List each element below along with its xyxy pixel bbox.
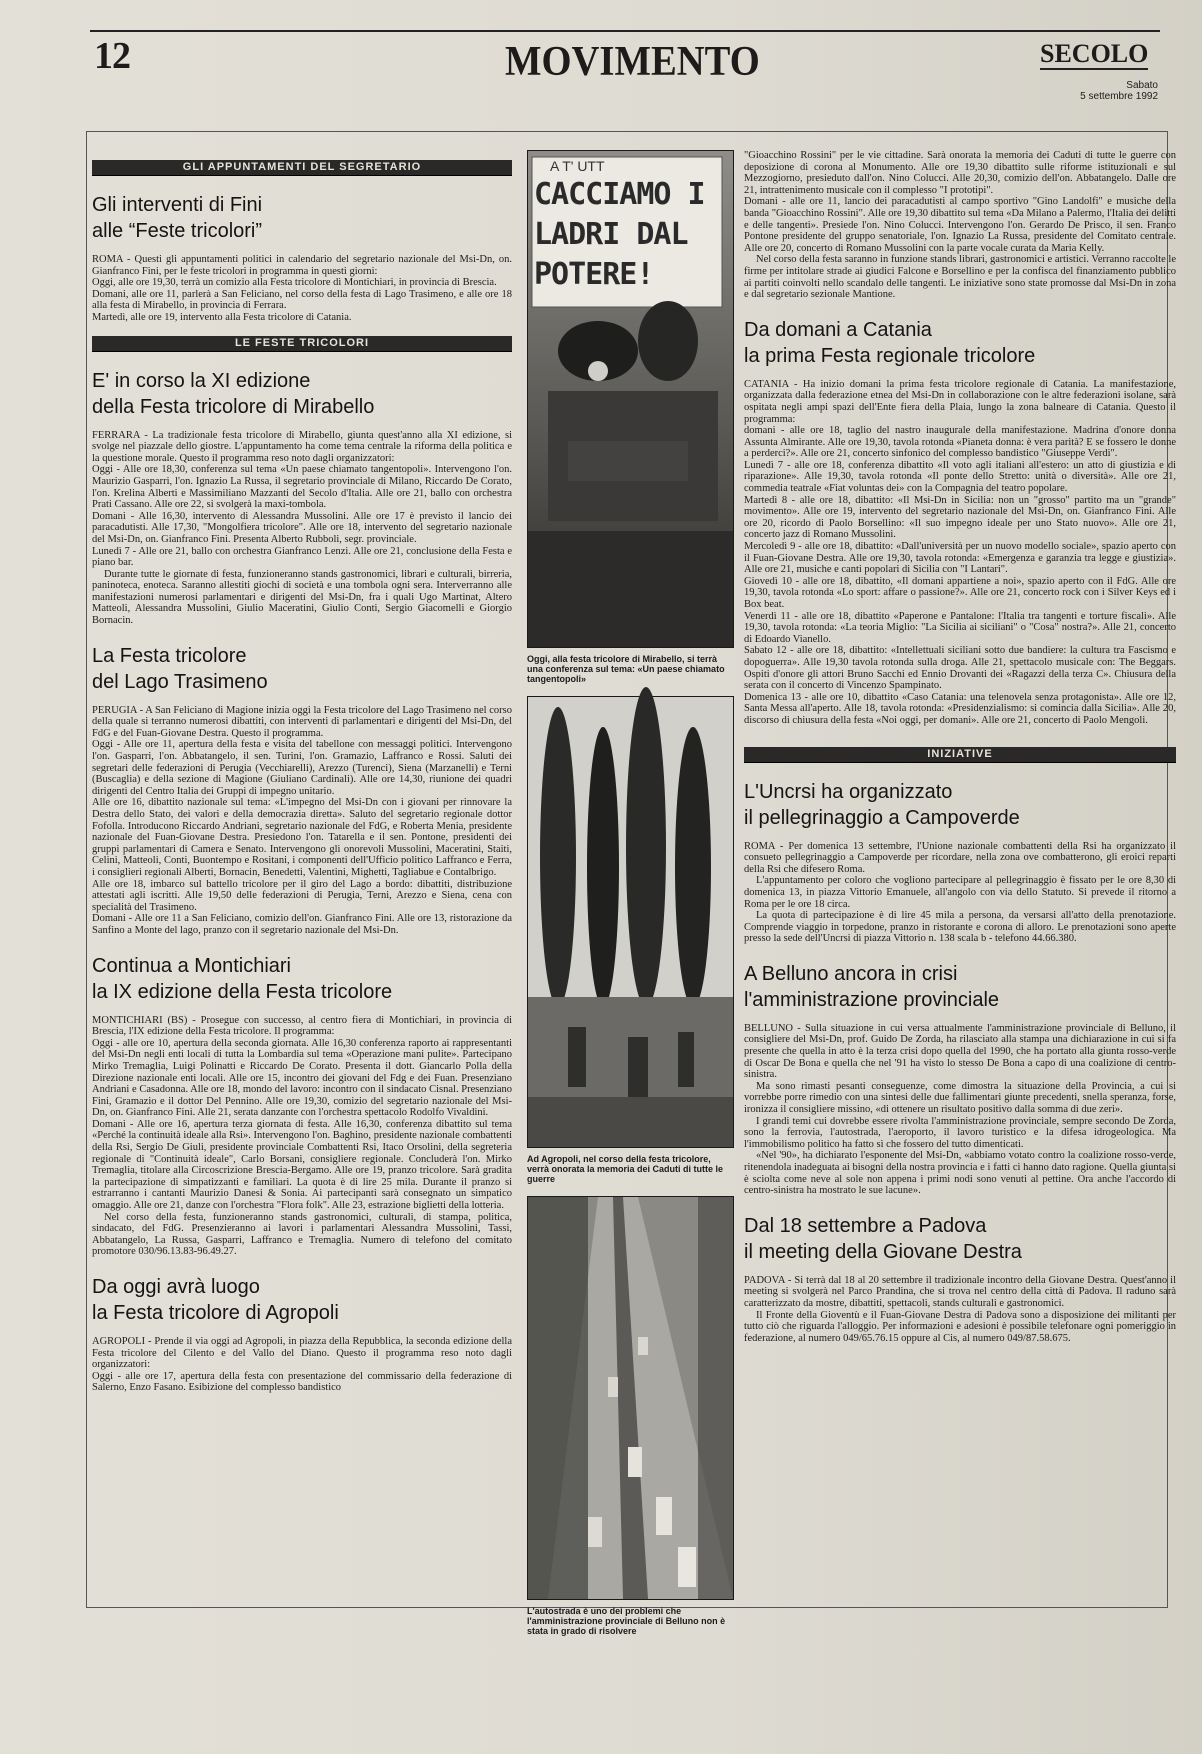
article-paragraph: Sabato 12 - alle ore 18, dibattito: «Intellettuali siciliani sotto due bandiere: la cultura tra Fascismo e dopoguerra». Alle 19,30 tavola rotonda sulla droga. Alle 21, spettacolo musicale con: The Beggars. Ospiti d'onore gli attori Bruno Sacchi ed Ennio Drovanti dei «Ragazzi della terza C». Chiusura della serata con il concerto di Vincenzo Spampinato.	[744, 645, 1176, 692]
section-title: MOVIMENTO	[505, 39, 760, 85]
article-paragraph: Ma sono rimasti pesanti conseguenze, come dimostra la situazione della Provincia, a cui si vorrebbe porre rimedio con una sintesi delle due fallimentari giunte precedenti, snella speranza, forse, ironizza il consigliere missino, «di ottenere un risultato positivo dalla somma di due zeri».	[744, 1080, 1176, 1116]
article-paragraph: Oggi - Alle ore 18,30, conferenza sul tema «Un paese chiamato tangentopoli». Intervengono l'on. Maurizio Gasparri, l'on. Ignazio La Russa, il segretario provinciale di Milano, Riccardo De Corato, l'on. Krelina Alberti e Massimiliano Mazzanti del Secolo d'Italia. Alle ore 21, ballo con orchestra Prati Cassano. Alle ore 22, si svolgerà la maxi-tombola.	[92, 464, 512, 511]
headline-line-2: il meeting della Giovane Destra	[744, 1240, 1022, 1263]
article-paragraph: Domani, alle ore 11, parlerà a San Feliciano, nel corso della festa di Lago Trasimeno, e alle ore 18 alla festa di Mirabello, in provincia di Ferrara.	[92, 288, 512, 312]
page-number: 12	[94, 35, 130, 77]
headline-line-1: A Belluno ancora in crisi	[744, 962, 958, 985]
masthead-date	[1040, 80, 1158, 102]
article-headline	[92, 643, 512, 695]
article-headline	[92, 368, 512, 420]
headline-line-1: Continua a Montichiari	[92, 954, 291, 977]
article-catania	[744, 317, 1176, 727]
article-headline	[92, 953, 512, 1005]
article-paragraph: «Nel '90», ha dichiarato l'esponente del Msi-Dn, «abbiamo votato contro la coalizione rosso-verde, ritenendola inadeguata ai bisogni della nostra provincia e i fatti ci hanno dato ragione. Quella giunta si è sciolta come neve al sole non appena i primi nodi sono venuti al pettine. Ora anche l'accordo di centro-sinistra ha mostrato le sue lacune».	[744, 1150, 1176, 1197]
article-paragraph: Mercoledì 9 - alle ore 18, dibattito: «Dall'università per un nuovo modello sociale», spazio aperto con il Fuan-Giovane Destra. Alle ore 19,30, tavola rotonda: «Emergenza e garanzia tra legge e giustizia». Alle ore 21, musiche e canti popolari di Sicilia con "I Lantari".	[744, 541, 1176, 576]
article-paragraph: Oggi - alle ore 17, apertura della festa con presentazione del commissario della federazione di Salerno, Enzo Fasano. Esibizione del complesso bandistico	[92, 1370, 512, 1394]
article-paragraph: Domani - Alle ore 11 a San Feliciano, comizio dell'on. Gianfranco Fini. Alle ore 13, ristorazione da Sanfino a Monte del lago, pranzo con il segretario nazionale del Msi-Dn.	[92, 913, 512, 936]
article-paragraph: Venerdì 11 - alle ore 18, dibattito «Paperone e Pantalone: l'Italia tra tangenti e torture fiscali». Alle 19,30, tavola rotonda: «La teoria Miglio: "La Sicilia ai siciliani" o "Cosa" nostra?». Alle 21, concerto di Edoardo Vianello.	[744, 610, 1176, 645]
article-paragraph: Nel corso della festa saranno in funzione stands librari, gastronomici e artistici. Verranno raccolte le firme per intitolare strade ai giudici Falcone e Borsellino e per la confisca del finanziamento pubblico ai partiti coinvolti nello scandalo delle tangenti. Le iniziative sono state promosse dal Msi-Dn in zona e dal segretario sezionale Mantione.	[744, 254, 1176, 301]
article-paragraph: ROMA - Per domenica 13 settembre, l'Unione nazionale combattenti della Rsi ha organizzato il consueto pellegrinaggio a Campoverde per ricordare, nella zona ove combatterono, gli eroici reparti della Rsi che difesero Roma.	[744, 840, 1176, 875]
article-paragraph: Martedì 8 - alle ore 18, dibattito: «Il Msi-Dn in Sicilia: non un "grosso" partito ma un "grande" movimento». Alle ore 19, intervento del segretario nazionale del Msi-Dn, on. Gianfranco Fini. Alle ore 20, ricordo di Paolo Borsellino: «Il suo impegno ideale per uno Stato nuovo». Alle ore 21, concerto jazz di Romano Mussolini.	[744, 494, 1176, 541]
article-paragraph: Domenica 13 - alle ore 10, dibattito «Caso Catania: una telenovela senza protagonista». Alle ore 12, Santa Messa all'aperto. Alle 18, tavola rotonda: «Presidenzialismo: si comincia dalla Sicilia». Alle 20, discorso di chiusura della festa «Noi oggi, per domani». Alle ore 21, concerto di Paolo Mengoli.	[744, 691, 1176, 726]
headline-line-2: alle “Feste tricolori”	[92, 220, 263, 242]
article-mirabello	[92, 368, 512, 627]
article-paragraph: Domani - Alle 16,30, intervento di Alessandra Mussolini. Alle ore 17 è previsto il lancio dei paracadutisti. Alle 17,30, "Mongolfiera tricolore". Alle ore 18, intervento del segretario nazionale del Msi-Dn, on. Gianfranco Fini. Presenta Alberto Rubboli, segr. provinciale.	[92, 510, 512, 545]
article-headline	[744, 317, 1176, 369]
article-paragraph: I grandi temi cui dovrebbe essere rivolta l'amministrazione provinciale, sempre secondo De Zorda, sono la ferrovia, l'autostrada, l'aeroporto, il lavoro turistico e la difesa idrogeologica. Ma l'immobilismo politico ha fatto sì che fossero del tutto dimenticati.	[744, 1115, 1176, 1150]
headline-line-1: L'Uncrsi ha organizzato	[744, 780, 953, 803]
article-campoverde	[744, 779, 1176, 945]
article-paragraph: Domani - alle ore 11, lancio dei paracadutisti al campo sportivo "Gino Landolfi" e musiche della banda "Gioacchino Rossini". Alle ore 19,30 dibattito sul tema «Da Milano a Palermo, l'Italia dei delitti e delle tangenti». Presiede l'on. Nino Colucci. Intervengono l'on. Gerardo De Prisco, il sen. Franco Pontone presidente del gruppo senatoriale, l'on. Ignazio La Russa, presidente del Comitato centrale. Alle ore 20, concerto di Romano Mussolini con la parte vocale curata da Maria Kelly.	[744, 196, 1176, 254]
article-paragraph: Lunedì 7 - Alle ore 21, ballo con orchestra Gianfranco Lenzi. Alle ore 21, conclusione della Festa e piano bar.	[92, 545, 512, 569]
article-paragraph: Alle ore 18, imbarco sul battello tricolore per il giro del Lago a bordo: dibattiti, distribuzione attestati agli iscritti. Alle 19,50 delle federazioni di Perugia, Terni, Arezzo e Siena, cena con specialità del Trasimeno.	[92, 878, 512, 913]
article-paragraph: Alle ore 16, dibattito nazionale sul tema: «L'impegno del Msi-Dn con i giovani per rinnovare la Destra dello Stato, dei valori e della democrazia diretta». Saluto del segretario regionale dottor Fofolla. Introducono Riccardo Andriani, segretario nazionale del FdG, e Roberta Menia, presidente nazionale del Fuan-Giovane Destra. Presiedono l'on. Tatarella e il sen. Pontone, presidenti dei gruppi parlamentari di Camera e Senato. Intervengono gli onorevoli Mussolini, Maceratini, Staiti, Celini, Matteoli, Conti, Buontempo e Rositani, i componenti dell'Ufficio politico Laffranco e Ferra, i consiglieri regionali Alberti, Bornacin, Benedetti, Valentini, Mighetti, Tagliabue e Contalbrigo.	[92, 797, 512, 878]
section-bar-secretary: GLI APPUNTAMENTI DEL SEGRETARIO	[92, 160, 512, 176]
masthead-full-date: 5 settembre 1992	[1080, 91, 1158, 102]
article-paragraph: domani - alle ore 18, taglio del nastro inaugurale della manifestazione. Madrina d'onore donna Assunta Almirante. Alle ore 19,30, tavola rotonda «Pianeta donna: è vera parità? E se fossero le donne a perderci?». Alle ore 21, concerto sinfonico del complesso bandistico "Giuseppe Verdi".	[744, 425, 1176, 460]
article-paragraph: Domani - Alle ore 16, apertura terza giornata di festa. Alle 16,30, conferenza dibattito sul tema «Perché la continuità ideale alla Rsi». Intervengono l'on. Baghino, presidente nazionale combattenti della Rsi, Sergio De Giuli, presidente provinciale Combattenti Rsi, Itaco Orsolini, della segreteria regionale di "Continuità ideale", Carlo Borsani, consigliere regionale. Concluderà l'on. Mirko Tremaglia, titolare alla Circoscrizione Brescia-Bergamo. Alle ore 19, pranzo tricolore. Sarà gradita la partecipazione di simpatizzanti e familiari. La quota è di lire 25 mila. Durante il pranzo si estrarranno i cantanti Maurizio Danesi & Sonia. Ai partecipanti sarà consegnato un simpatico omaggio. Alle ore 21, danze con l'orchestra "Flora folk". Alle 23, estrazione biglietti della lotteria.	[92, 1118, 512, 1212]
article-paragraph: FERRARA - La tradizionale festa tricolore di Mirabello, giunta quest'anno alla XI edizione, si svolge nel piazzale dello giostre. L'appuntamento ha come tema centrale la riforma della politica e la questione morale. Questo il programma reso noto dagli organizzatori:	[92, 429, 512, 464]
article-headline	[744, 779, 1176, 831]
article-trasimeno	[92, 643, 512, 937]
article-headline	[744, 961, 1176, 1013]
headline-line-2: la IX edizione della Festa tricolore	[92, 980, 393, 1003]
article-headline	[92, 1274, 512, 1326]
photo-cypress-monument	[527, 696, 734, 1148]
headline-line-1: Da domani a Catania	[744, 318, 932, 341]
article-paragraph: La quota di partecipazione è di lire 45 mila a persona, da versarsi all'atto della prenotazione. Comprende viaggio in torpedone, pranzo in ristorante e corona di alloro. Le prenotazioni sono aperte presso la sede dell'Uncrsi di piazza Vittorio n. 138 scala b - telefono 44.66.380.	[744, 910, 1176, 945]
photo-caption: Ad Agropoli, nel corso della festa tricolore, verrà onorata la memoria dei Caduti di tutte le guerre	[527, 1154, 724, 1184]
headline-line-1: La Festa tricolore	[92, 644, 247, 667]
banner-top-text: A T' UTT	[550, 158, 605, 174]
article-paragraph: PERUGIA - A San Feliciano di Magione inizia oggi la Festa tricolore del Lago Trasimeno nel corso della quale si terranno numerosi dibattiti, con interventi di parlamentari e dirigenti del Msi-Dn, del FdG e del Fuan-Giovane Destra. Questo il programma.	[92, 704, 512, 739]
photo-caption: Oggi, alla festa tricolore di Mirabello, si terrà una conferenza sul tema: «Un paese chiamato tangentopoli»	[527, 654, 725, 684]
photo-column	[527, 150, 732, 1636]
section-bar-feste: LE FESTE TRICOLORI	[92, 336, 512, 352]
banner-slogan: CACCIAMO I LADRI DAL POTERE!	[534, 177, 705, 292]
article-montichiari	[92, 953, 512, 1258]
headline-line-2: la prima Festa regionale tricolore	[744, 344, 1036, 367]
article-paragraph: Il Fronte della Gioventù e il Fuan-Giovane Destra di Padova sono a disposizione dei militanti per tutto ciò che riguarda l'alloggio. Per informazioni e adesioni è possibile telefonare ogni pomeriggio in federazione, al numero 049/65.76.15 oppure al Cis, al numero 049/87.58.675.	[744, 1309, 1176, 1344]
article-paragraph: Oggi - alle ore 10, apertura della seconda giornata. Alle 16,30 conferenza raporto ai rappresentanti del Msi-Dn negli enti locali di tutta la Lombardia sul tema «Operazione mani pulite». Partecipano Mirko Tremaglia, Luigi Polinatti e Riccardo De Corato. Presenta il dott. Giancarlo Polla della Direzione nazionale enti locali. Alle ore 15, incontro dei giovani del Fdg e dei Fuan. Presenziano Andriani e Casadonna. Alle ore 18, mondo del lavoro: incontro con il sindacato Cisnal. Presenziano Fini, Gramazio e il dottor Del Pennino. Alle ore 19,30, comizio del segretario nazionale del Msi-Dn, on. Gianfranco Fini. Alle 21, serata danzante con l'orchestra spettacolo Rodolfo Vivaldini.	[92, 1037, 512, 1119]
article-fini	[92, 192, 512, 324]
article-paragraph: Oggi - Alle ore 11, apertura della festa e visita del tabellone con messaggi politici. Intervengono l'on. Gasparri, l'on. Abbatangelo, il sen. Turini, l'on. Gramazio, Laffranco e Rossi. Saluti dei segretari delle federazioni di Perugia (Vecchiarelli), Arezzo (Turenci), Siena (Marzanelli) e Terni (Buscaglia) e della sezione di Magione (Giuliano Cardinali). Alle ore 14,30, riunione dei quadri dirigenti del Centro Italia dei Gruppi di impegno unitario.	[92, 739, 512, 797]
article-paragraph: PADOVA - Si terrà dal 18 al 20 settembre il tradizionale incontro della Giovane Destra. Quest'anno il meeting si svolgerà nel Parco Prandina, che si trova nel centro della città di Padova. Il raduno sarà caratterizzato da mostre, dibattiti, spettacoli, stands culturali e gastronomici.	[744, 1274, 1176, 1309]
article-paragraph: Nel corso della festa, funzioneranno stands gastronomici, culturali, di stampa, politica, sindacato, del FdG. Presenzieranno ai lavori i parlamentari Alessandra Mussolini, Tassi, Abbatangelo, La Russa, Gasparri, Laffranco e Tremaglia. Numero di telefono del comitato promotore 030/96.13.83-96.49.27.	[92, 1211, 512, 1258]
article-paragraph: "Gioacchino Rossini" per le vie cittadine. Sarà onorata la memoria dei Caduti di tutte le guerre con deposizione di corona al Monumento. Alle ore 19,30 dibattito sulle riforme istituzionali e sul Mezzogiorno, presieduto dall'on. Nino Colucci. Alle 20,30, comizio dell'on. Abbatangelo. Dalle ore 21, intrattenimento musicale con il complesso "I prototipi".	[744, 150, 1176, 196]
article-belluno	[744, 961, 1176, 1197]
headline-line-1: E' in corso la XI edizione	[92, 369, 311, 392]
headline-line-1: Gli interventi di Fini	[92, 194, 263, 216]
article-paragraph: ROMA - Questi gli appuntamenti politici in calendario del segretario nazionale del Msi-Dn, on. Gianfranco Fini, per le feste tricolori in programma in questi giorni:	[92, 254, 512, 277]
top-rule	[90, 30, 1160, 32]
article-paragraph: CATANIA - Ha inizio domani la prima festa tricolore regionale di Catania. La manifestazione, organizzata dalla federazione etnea del Msi-Dn in collaborazione con le altre federazioni isolane, sarà ospitata negli ampi spazi dell'Ente fiera della Plaia, lungo la zona balneare di Catania. Questo il programma:	[744, 378, 1176, 425]
photo-motorway	[527, 1196, 734, 1600]
masthead-day: Sabato	[1126, 80, 1158, 91]
headline-line-2: del Lago Trasimeno	[92, 670, 268, 693]
article-paragraph: Durante tutte le giornate di festa, funzioneranno stands gastronomici, librari e culturali, birreria, paninoteca, enoteca. Saranno allestiti giochi di società e una tombola ogni sera. Interverranno alle manifestazioni numerosi parlamentari e dirigenti del Msi-Dn, fra i quali Ugo Martinat, Altero Matteoli, Alessandra Mussolini, Giulio Maceratini, Giulio Conti, Sergio Giacomelli e Giorgio Bornacin.	[92, 568, 512, 627]
headline-line-1: Dal 18 settembre a Padova	[744, 1214, 987, 1237]
article-paragraph: L'appuntamento per coloro che vogliono partecipare al pellegrinaggio è fissato per le ore 8,30 di domenica 13, in piazza Vittorio Emanuele, all'angolo con via dello Statuto. Si prevede il ritorno a Roma per le ore 18 circa.	[744, 875, 1176, 910]
article-paragraph: Giovedì 10 - alle ore 18, dibattito, «Il domani appartiene a noi», spazio aperto con il FdG. Alle ore 19,30, tavola rotonda «Lo sport: affare o passione?». Alle ore 21, concerto rock con i Silver Keys ed i Box beat.	[744, 575, 1176, 610]
article-paragraph: MONTICHIARI (BS) - Prosegue con successo, al centro fiera di Montichiari, in provincia di Brescia, l'IX edizione della Festa tricolore. Il programma:	[92, 1014, 512, 1038]
article-paragraph: AGROPOLI - Prende il via oggi ad Agropoli, in piazza della Repubblica, la seconda edizione della Festa tricolore del Cilento e del Vallo del Diano. Questo il programma reso noto dagli organizzatori:	[92, 1336, 512, 1371]
headline-line-2: l'amministrazione provinciale	[744, 988, 1000, 1011]
photo-caption: L'autostrada è uno dei problemi che l'amministrazione provinciale di Belluno non è stata in grado di risolvere	[527, 1606, 726, 1636]
article-paragraph: Oggi, alle ore 19,30, terrà un comizio alla Festa tricolore di Montichiari, in provincia di Brescia.	[92, 277, 497, 289]
headline-line-2: il pellegrinaggio a Campoverde	[744, 806, 1020, 829]
photo-protest-banner	[527, 150, 734, 648]
article-paragraph: Lunedì 7 - alle ore 18, conferenza dibattito «Il voto agli italiani all'estero: un atto di giustizia e di riparazione». Alle 19,30, tavola rotonda «Il ponte dello Stretto: unità o diversità». Alle ore 21, commedia teatrale «Fiat voluntas dei» con la Compagnia del teatro popolare.	[744, 459, 1176, 495]
left-column	[92, 150, 512, 1600]
article-agropoli-continued	[744, 150, 1176, 301]
article-paragraph: BELLUNO - Sulla situazione in cui versa attualmente l'amministrazione provinciale di Belluno, il consigliere del Msi-Dn, prof. Guido De Zorda, ha rilasciato alla stampa una dichiarazione in cui si fa presente che quella in atto è la terza crisi dopo quella del 1990, che ha portato alla giunta rosso-verde di Oscar De Bona e quella che nel '91 ha visto lo stesso De Bona a capo di una coalizione di centro-sinistra.	[744, 1022, 1176, 1081]
newspaper-masthead: SECOLO	[1040, 39, 1149, 68]
article-agropoli	[92, 1274, 512, 1394]
headline-line-2: la Festa tricolore di Agropoli	[92, 1302, 339, 1324]
article-paragraph: Martedì, alle ore 19, intervento alla Festa tricolore di Catania.	[92, 311, 352, 323]
headline-line-2: della Festa tricolore di Mirabello	[92, 395, 375, 418]
section-bar-iniziative: INIZIATIVE	[744, 747, 1176, 763]
headline-line-1: Da oggi avrà luogo	[92, 1276, 260, 1298]
article-padova	[744, 1213, 1176, 1345]
article-headline	[744, 1213, 1176, 1265]
article-headline	[92, 192, 512, 244]
right-column	[744, 150, 1176, 1600]
